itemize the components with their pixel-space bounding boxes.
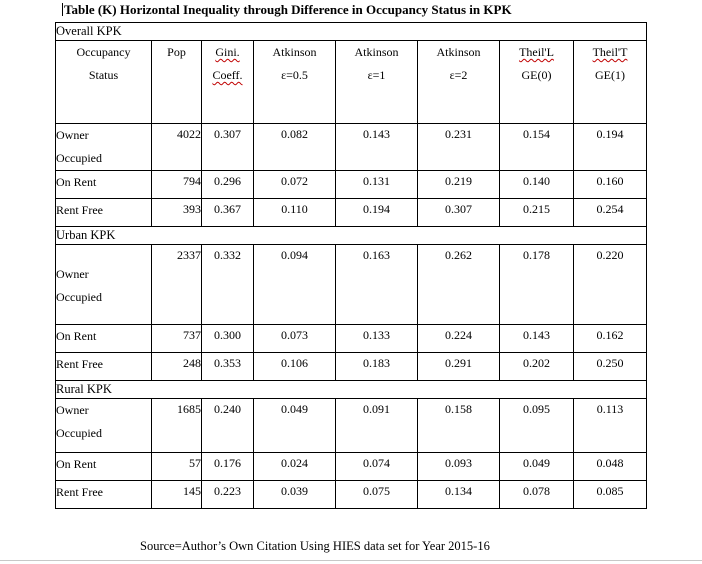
section-title: Rural KPK	[56, 381, 647, 399]
status-line: Owner	[56, 128, 89, 142]
cell-theil-l: 0.049	[500, 453, 574, 481]
cell-atk2: 0.075	[336, 481, 418, 509]
cell-theil-t: 0.160	[574, 171, 647, 199]
cell-atk1: 0.082	[254, 124, 336, 171]
table-title	[62, 2, 512, 18]
cell-pop: 145	[152, 481, 202, 509]
cell-theil-l: 0.215	[500, 199, 574, 227]
header-line: ε=1	[367, 68, 386, 82]
source-note: Source=Author’s Own Citation Using HIES data set for Year 2015-16	[140, 539, 490, 553]
table-row	[56, 353, 647, 381]
cell-status	[56, 353, 152, 381]
cell-atk2: 0.091	[336, 399, 418, 453]
header-line: Occupancy	[76, 45, 131, 59]
header-line: Status	[88, 68, 119, 82]
status-line: Rent Free	[56, 357, 103, 371]
table-container	[55, 22, 647, 509]
cell-atk3: 0.134	[418, 481, 500, 509]
cell-pop: 794	[152, 171, 202, 199]
cell-status	[56, 399, 152, 453]
header-line: ε=2	[449, 68, 468, 82]
status-line: Owner	[56, 267, 89, 281]
cell-atk3: 0.291	[418, 353, 500, 381]
cell-atk3: 0.231	[418, 124, 500, 171]
cell-atk1: 0.049	[254, 399, 336, 453]
cell-atk2: 0.143	[336, 124, 418, 171]
table-row	[56, 399, 647, 453]
cell-atk1: 0.110	[254, 199, 336, 227]
table-row	[56, 453, 647, 481]
cell-atk3: 0.224	[418, 325, 500, 353]
table-title-text: Table (K) Horizontal Inequality through Difference in Occupancy Status in KPK	[64, 2, 512, 17]
cell-gini: 0.353	[202, 353, 254, 381]
column-header-atk2	[336, 41, 418, 124]
cell-theil-t: 0.194	[574, 124, 647, 171]
cell-theil-t: 0.113	[574, 399, 647, 453]
header-line: Atkinson	[272, 45, 317, 59]
cell-theil-t: 0.254	[574, 199, 647, 227]
page-edge-divider	[0, 560, 702, 561]
text-cursor	[62, 3, 63, 16]
cell-pop: 2337	[152, 245, 202, 325]
header-line: Theil'T	[592, 45, 628, 59]
table-row	[56, 199, 647, 227]
status-line: Owner	[56, 403, 89, 417]
cell-status	[56, 199, 152, 227]
table-row	[56, 481, 647, 509]
cell-atk2: 0.131	[336, 171, 418, 199]
cell-atk3: 0.219	[418, 171, 500, 199]
cell-theil-l: 0.143	[500, 325, 574, 353]
cell-status	[56, 453, 152, 481]
cell-atk1: 0.106	[254, 353, 336, 381]
cell-status	[56, 124, 152, 171]
cell-atk2: 0.194	[336, 199, 418, 227]
cell-gini: 0.223	[202, 481, 254, 509]
status-line: Occupied	[56, 290, 102, 304]
cell-atk3: 0.093	[418, 453, 500, 481]
cell-atk1: 0.024	[254, 453, 336, 481]
cell-theil-l: 0.140	[500, 171, 574, 199]
cell-atk2: 0.163	[336, 245, 418, 325]
cell-gini: 0.307	[202, 124, 254, 171]
section-title: Urban KPK	[56, 227, 647, 245]
header-line: Atkinson	[436, 45, 481, 59]
cell-atk1: 0.094	[254, 245, 336, 325]
cell-pop: 1685	[152, 399, 202, 453]
cell-status	[56, 481, 152, 509]
cell-theil-l: 0.178	[500, 245, 574, 325]
header-line: GE(0)	[521, 68, 552, 82]
status-line: On Rent	[56, 175, 97, 189]
column-header-status	[56, 41, 152, 124]
status-line: On Rent	[56, 457, 97, 471]
cell-theil-l: 0.202	[500, 353, 574, 381]
cell-atk2: 0.074	[336, 453, 418, 481]
section-row	[56, 227, 647, 245]
cell-theil-l: 0.095	[500, 399, 574, 453]
cell-atk3: 0.307	[418, 199, 500, 227]
cell-pop: 737	[152, 325, 202, 353]
cell-atk1: 0.039	[254, 481, 336, 509]
cell-atk2: 0.183	[336, 353, 418, 381]
cell-pop: 4022	[152, 124, 202, 171]
column-header-theil-l	[500, 41, 574, 124]
cell-gini: 0.300	[202, 325, 254, 353]
cell-gini: 0.240	[202, 399, 254, 453]
cell-theil-t: 0.220	[574, 245, 647, 325]
inequality-table	[55, 22, 647, 509]
status-line: Occupied	[56, 151, 102, 165]
status-line: On Rent	[56, 329, 97, 343]
cell-theil-l: 0.078	[500, 481, 574, 509]
cell-pop: 248	[152, 353, 202, 381]
section-row	[56, 23, 647, 41]
cell-status	[56, 325, 152, 353]
cell-gini: 0.332	[202, 245, 254, 325]
table-row	[56, 171, 647, 199]
section-row	[56, 381, 647, 399]
cell-theil-t: 0.162	[574, 325, 647, 353]
column-header-gini	[202, 41, 254, 124]
header-line: GE(1)	[595, 68, 625, 82]
cell-atk1: 0.073	[254, 325, 336, 353]
status-line: Rent Free	[56, 203, 103, 217]
section-title: Overall KPK	[56, 23, 647, 41]
table-row	[56, 325, 647, 353]
cell-gini: 0.296	[202, 171, 254, 199]
status-line: Rent Free	[56, 485, 103, 499]
cell-gini: 0.176	[202, 453, 254, 481]
header-line: Theil'L	[519, 45, 554, 59]
cell-pop: 57	[152, 453, 202, 481]
header-line: Pop	[167, 45, 186, 59]
header-line: ε=0.5	[281, 68, 308, 82]
column-header-pop	[152, 41, 202, 124]
column-header-atk3	[418, 41, 500, 124]
cell-theil-t: 0.085	[574, 481, 647, 509]
cell-atk1: 0.072	[254, 171, 336, 199]
column-header-theil-t	[574, 41, 647, 124]
cell-atk3: 0.158	[418, 399, 500, 453]
cell-theil-t: 0.048	[574, 453, 647, 481]
header-row	[56, 41, 647, 124]
cell-gini: 0.367	[202, 199, 254, 227]
header-line: Gini.	[215, 45, 240, 59]
table-row	[56, 124, 647, 171]
status-line: Occupied	[56, 426, 102, 440]
cell-status	[56, 245, 152, 325]
cell-theil-l: 0.154	[500, 124, 574, 171]
cell-atk2: 0.133	[336, 325, 418, 353]
header-line: Atkinson	[354, 45, 399, 59]
table-row	[56, 245, 647, 325]
cell-atk3: 0.262	[418, 245, 500, 325]
cell-pop: 393	[152, 199, 202, 227]
cell-theil-t: 0.250	[574, 353, 647, 381]
header-line: Coeff.	[212, 68, 243, 82]
column-header-atk1	[254, 41, 336, 124]
cell-status	[56, 171, 152, 199]
